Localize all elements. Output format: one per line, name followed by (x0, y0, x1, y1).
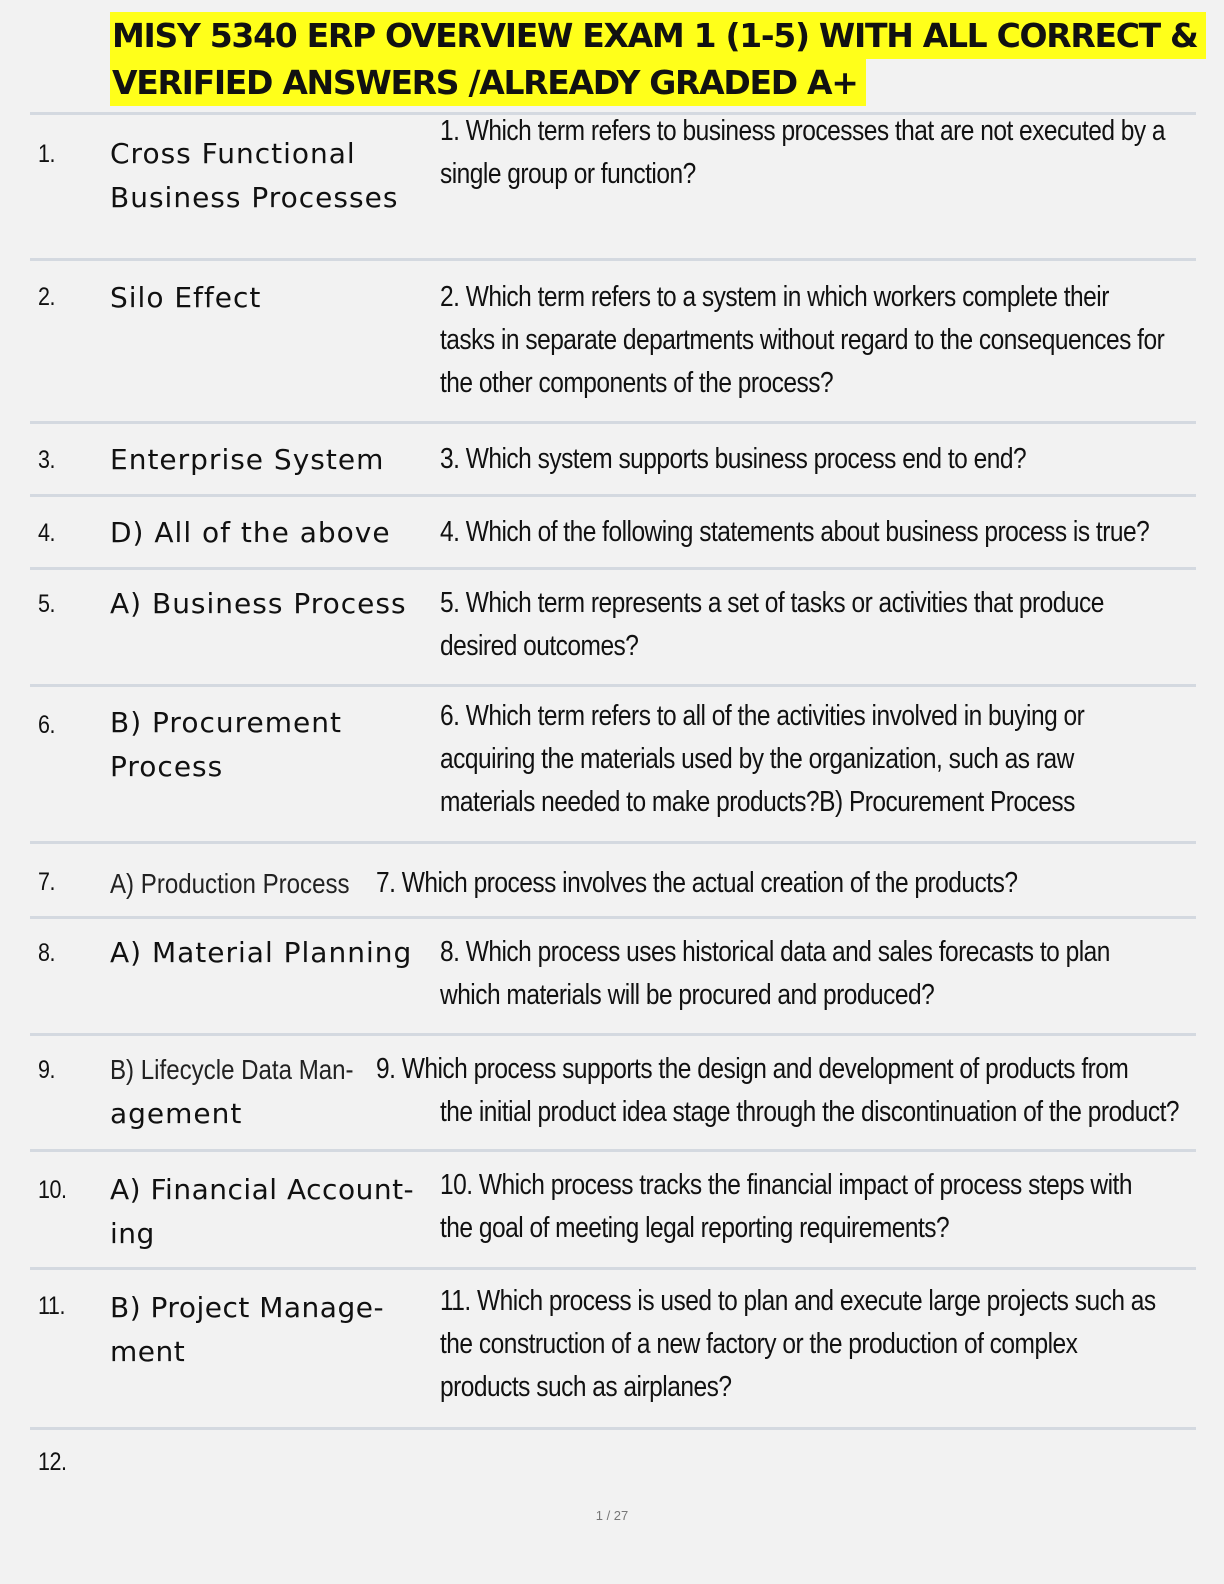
answer-term: A) Business Process (110, 587, 407, 620)
question-text: 8. Which process uses historical data and sales forecasts to plan which materials will be procured and produced? (440, 936, 1110, 1011)
question-text: 2. Which term refers to a system in which workers complete their tasks in separate departments without regard to the consequences for the other components of the process? (440, 281, 1165, 399)
qa-row (30, 261, 1196, 421)
question-text: 3. Which system supports business process end to end? (440, 443, 1027, 475)
title-line-1: MISY 5340 ERP OVERVIEW EXAM 1 (1-5) WITH ALL CORRECT & (110, 12, 1206, 59)
qa-row (30, 919, 1196, 1033)
item-number: 7. (38, 868, 56, 896)
qa-row (30, 687, 1196, 841)
qa-row (30, 570, 1196, 684)
answer-term: B) Project Manage- ment (110, 1291, 385, 1368)
answer-term: Silo Effect (110, 281, 262, 314)
item-number: 3. (38, 446, 56, 474)
qa-row (30, 1270, 1196, 1427)
answer-term: A) Material Planning (110, 936, 413, 969)
question-text: 11. Which process is used to plan and execute large projects such as the construction of a new factory or the production of complex products such as airplanes? (440, 1285, 1156, 1403)
answer-term: B) Procurement Process (110, 706, 342, 783)
qa-row (30, 844, 1196, 916)
item-number: 1. (38, 140, 56, 168)
answer-term: A) Financial Account- ing (110, 1173, 415, 1250)
question-text-part1: 9. Which process supports the design and development of products from (376, 1053, 1129, 1085)
item-number: 9. (38, 1056, 56, 1084)
question-text: 10. Which process tracks the financial impact of process steps with the goal of meeting legal reporting requirements? (440, 1169, 1132, 1244)
qa-row (30, 424, 1196, 494)
question-text: 7. Which process involves the actual creation of the products? (376, 867, 1018, 899)
item-number: 4. (38, 519, 56, 547)
item-number: 5. (38, 590, 56, 618)
item-number: 6. (38, 711, 56, 739)
title-line-2: VERIFIED ANSWERS /ALREADY GRADED A+ (110, 59, 866, 106)
item-number: 11. (38, 1292, 66, 1320)
item-number: 8. (38, 939, 56, 967)
page-number: 1 / 27 (595, 1508, 629, 1523)
answer-term: Enterprise System (110, 443, 385, 476)
qa-row (30, 497, 1196, 567)
answer-term: D) All of the above (110, 516, 391, 549)
qa-row (30, 1152, 1196, 1267)
qa-row (30, 114, 1196, 259)
qa-row (30, 1430, 1196, 1490)
answer-term: Cross Functional Business Processes (110, 137, 399, 214)
question-text: 1. Which term refers to business processes that are not executed by a single group or function? (440, 115, 1166, 190)
item-number: 10. (38, 1176, 67, 1204)
question-text: 6. Which term refers to all of the activities involved in buying or acquiring the materials used by the organization, such as raw materials needed to make products?B) Procurement Process (440, 700, 1085, 818)
qa-row (30, 1036, 1196, 1149)
document-title (110, 12, 1198, 106)
question-text-part2: the initial product idea stage through the discontinuation of the product? (440, 1096, 1180, 1128)
question-text: 5. Which term represents a set of tasks or activities that produce desired outcomes? (440, 587, 1104, 662)
answer-term: A) Production Process (110, 868, 350, 899)
item-number: 2. (38, 283, 56, 311)
answer-term-part2: agement (110, 1097, 243, 1130)
item-number: 12. (38, 1448, 67, 1476)
question-text: 4. Which of the following statements about business process is true? (440, 516, 1150, 548)
answer-term-part1: B) Lifecycle Data Man- (110, 1054, 354, 1085)
